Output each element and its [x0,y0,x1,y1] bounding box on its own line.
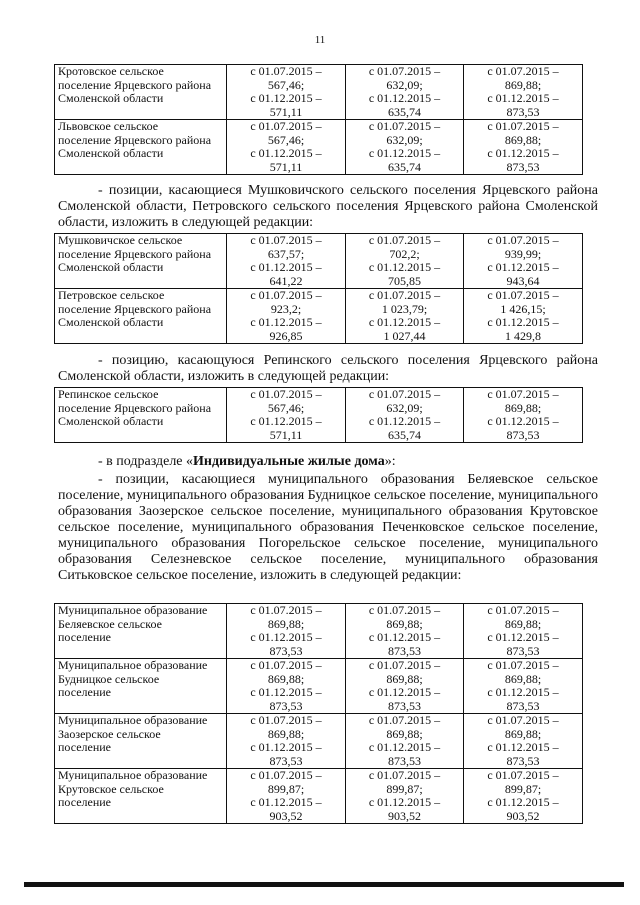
tariff-date: с 01.07.2015 – [368,768,441,782]
tariff-value: 869,88; [386,671,423,686]
table-row [55,120,583,175]
tariff-value: 869,88; [504,726,542,741]
tariff-date: с 01.07.2015 – [250,768,322,782]
tariff-cell [227,388,346,443]
tariff-value: 869,88; [504,671,542,686]
tariff-table-3 [54,387,583,443]
table-row [55,604,583,659]
tariff-date: с 01.07.2015 – [368,387,441,401]
settlement-name-line: Петровское сельское [58,288,165,302]
tariff-cell [227,289,346,344]
settlement-name-line: Репинское сельское [58,387,159,401]
tariff-value: 571,11 [269,104,303,119]
tariff-value: 873,53 [269,643,303,658]
tariff-cell [227,769,346,824]
tariff-date: с 01.12.2015 – [368,740,441,754]
tariff-value: 637,57; [267,246,305,261]
table-row [55,659,583,714]
settlement-name-line: Смоленской области [58,315,164,329]
tariff-value: 635,74 [388,427,421,442]
tariff-date: с 01.07.2015 – [250,658,322,672]
tariff-date: с 01.07.2015 – [368,288,441,302]
settlement-name-line: Мушковичское сельское [58,233,183,247]
tariff-value: 903,52 [388,808,421,823]
tariff-date: с 01.07.2015 – [368,233,441,247]
subsection-title: Индивидуальные жилые дома [193,454,385,469]
tariff-cell [346,388,464,443]
tariff-value: 567,46; [267,400,305,415]
tariff-value: 869,88; [504,132,542,147]
tariff-value: 939,99; [504,246,542,261]
tariff-cell [346,234,464,289]
tariff-date: с 01.07.2015 – [250,603,322,617]
tariff-date: с 01.07.2015 – [250,119,322,133]
settlement-name-cell [55,289,227,344]
settlement-name-line: поселение Ярцевского района [58,77,212,92]
tariff-value: 873,53 [388,753,421,768]
tariff-table-1 [54,64,583,175]
tariff-date: с 01.07.2015 – [368,603,441,617]
tariff-value: 873,53 [506,427,540,442]
tariff-date: с 01.12.2015 – [250,740,322,754]
settlement-name-line: Муниципальное образование [58,603,208,617]
tariff-value: 926,85 [269,328,303,343]
tariff-date: с 01.12.2015 – [368,315,441,329]
settlement-name-line: Будницкое сельское [58,671,160,686]
settlement-name-line: поселение [58,630,112,644]
settlement-name-line: Муниципальное образование [58,658,208,672]
settlement-name-line: Муниципальное образование [58,768,208,782]
tariff-date: с 01.12.2015 – [368,795,441,809]
tariff-value: 869,88; [386,726,423,741]
tariff-cell [464,714,583,769]
tariff-date: с 01.07.2015 – [487,387,559,401]
tariff-date: с 01.12.2015 – [487,146,559,160]
tariff-date: с 01.07.2015 – [487,288,559,302]
tariff-value: 943,64 [506,273,540,288]
tariff-value: 632,09; [386,400,423,415]
table-row [55,388,583,443]
paragraph-repino: - позицию, касающуюся Репинского сельского поселения Ярцевского района Смоленской области, изложить в следующей редакции: [58,353,598,384]
paragraph-subsection [98,454,598,470]
tariff-value: 632,09; [386,132,423,147]
settlement-name-line: поселение Ярцевского района [58,132,212,147]
tariff-cell [464,604,583,659]
tariff-date: с 01.12.2015 – [368,260,441,274]
settlement-name-line: Смоленской области [58,414,164,428]
tariff-date: с 01.12.2015 – [250,685,322,699]
tariff-value: 869,88; [504,400,542,415]
tariff-cell [346,120,464,175]
tariff-value: 705,85 [388,273,421,288]
tariff-value: 873,53 [269,753,303,768]
tariff-date: с 01.12.2015 – [487,795,559,809]
tariff-cell [227,659,346,714]
tariff-cell [227,65,346,120]
tariff-value: 873,53 [506,104,540,119]
tariff-date: с 01.12.2015 – [250,795,322,809]
tariff-date: с 01.07.2015 – [487,64,559,78]
subsection-suffix: »: [384,454,396,469]
settlement-name-line: поселение Ярцевского района [58,246,212,261]
tariff-value: 923,2; [270,301,302,316]
table-row [55,234,583,289]
tariff-value: 873,53 [506,159,540,174]
tariff-date: с 01.12.2015 – [250,315,322,329]
tariff-date: с 01.07.2015 – [487,233,559,247]
tariff-value: 869,88; [504,77,542,92]
settlement-name-line: поселение Ярцевского района [58,400,212,415]
tariff-value: 1 027,44 [383,328,426,343]
tariff-value: 869,88; [267,671,305,686]
tariff-value: 567,46; [267,77,305,92]
tariff-cell [227,120,346,175]
tariff-date: с 01.07.2015 – [487,658,559,672]
tariff-cell [346,604,464,659]
tariff-date: с 01.07.2015 – [368,64,441,78]
tariff-date: с 01.12.2015 – [487,315,559,329]
settlement-name-line: Львовское сельское [58,119,159,133]
settlement-name-line: Смоленской области [58,91,164,105]
tariff-cell [464,769,583,824]
tariff-date: с 01.07.2015 – [487,119,559,133]
settlement-name-line: поселение [58,685,112,699]
tariff-date: с 01.12.2015 – [487,685,559,699]
tariff-date: с 01.07.2015 – [487,603,559,617]
table-row [55,65,583,120]
bottom-rule [24,882,624,887]
settlement-name-line: поселение [58,740,112,754]
tariff-value: 873,53 [506,698,540,713]
tariff-cell [346,714,464,769]
tariff-value: 869,88; [267,726,305,741]
tariff-value: 869,88; [267,616,305,631]
settlement-name-line: Смоленской области [58,260,164,274]
tariff-date: с 01.07.2015 – [368,713,441,727]
settlement-name-line: Смоленской области [58,146,164,160]
settlement-name-cell [55,604,227,659]
tariff-date: с 01.12.2015 – [368,414,441,428]
settlement-name-cell [55,234,227,289]
tariff-cell [227,604,346,659]
tariff-value: 873,53 [388,643,421,658]
tariff-cell [346,289,464,344]
tariff-date: с 01.12.2015 – [368,685,441,699]
tariff-cell [464,120,583,175]
tariff-date: с 01.12.2015 – [250,630,322,644]
tariff-value: 1 023,79; [381,301,428,316]
tariff-date: с 01.12.2015 – [487,630,559,644]
tariff-date: с 01.12.2015 – [250,260,322,274]
tariff-date: с 01.07.2015 – [368,119,441,133]
tariff-date: с 01.12.2015 – [487,91,559,105]
tariff-date: с 01.07.2015 – [250,64,322,78]
settlement-name-cell [55,714,227,769]
settlement-name-line: поселение Ярцевского района [58,301,212,316]
tariff-date: с 01.07.2015 – [487,713,559,727]
tariff-cell [227,234,346,289]
tariff-value: 899,87; [504,781,542,796]
tariff-date: с 01.12.2015 – [487,740,559,754]
tariff-value: 869,88; [386,616,423,631]
page-number: 11 [314,34,326,46]
settlement-name-cell [55,120,227,175]
table-row [55,289,583,344]
tariff-date: с 01.07.2015 – [250,288,322,302]
settlement-name-cell [55,65,227,120]
settlement-name-cell [55,659,227,714]
tariff-value: 702,2; [389,246,420,261]
tariff-value: 571,11 [269,159,303,174]
tariff-date: с 01.07.2015 – [250,387,322,401]
tariff-table-2 [54,233,583,344]
tariff-value: 571,11 [269,427,303,442]
tariff-value: 873,53 [506,643,540,658]
tariff-date: с 01.07.2015 – [250,713,322,727]
paragraph-mushkovichi-petrovskoe: - позиции, касающиеся Мушковичского сельского поселения Ярцевского района Смоленской области, Петровского сельского поселения Ярцевского района Смоленской области, изложить в следующей редакции: [58,183,598,230]
settlement-name-line: поселение [58,795,112,809]
tariff-date: с 01.07.2015 – [368,658,441,672]
tariff-value: 873,53 [506,753,540,768]
tariff-cell [346,659,464,714]
settlement-name-line: Беляевское сельское [58,616,162,631]
settlement-name-line: Кротовское сельское [58,64,164,78]
paragraph-municipal-entities: - позиции, касающиеся муниципального образования Беляевское сельское поселение, муниципального образования Будницкое сельское поселение, муниципального образования Заозерское сельское поселение, муниципального образования Крутовское сельское поселение, муниципального образования Печенковское сельское поселение, муниципального образования Погорельское сельское поселение, муниципального образования Селезневское сельское поселение, муниципального образования Ситьковское сельское поселение, изложить в следующей редакции: [58,472,598,583]
tariff-value: 1 429,8 [505,328,541,343]
tariff-date: с 01.12.2015 – [368,630,441,644]
tariff-date: с 01.07.2015 – [487,768,559,782]
settlement-name-cell [55,769,227,824]
tariff-value: 873,53 [269,698,303,713]
settlement-name-line: Заозерское сельское [58,726,161,741]
tariff-value: 899,87; [267,781,305,796]
settlement-name-line: Крутовское сельское [58,781,164,796]
tariff-date: с 01.12.2015 – [250,414,322,428]
tariff-cell [464,65,583,120]
tariff-cell [346,65,464,120]
subsection-prefix: - в подразделе « [98,454,194,469]
tariff-cell [464,388,583,443]
tariff-table-4 [54,603,583,824]
tariff-cell [464,234,583,289]
table-row [55,714,583,769]
tariff-date: с 01.07.2015 – [250,233,322,247]
tariff-value: 899,87; [386,781,423,796]
tariff-value: 903,52 [506,808,540,823]
settlement-name-line: Муниципальное образование [58,713,208,727]
tariff-date: с 01.12.2015 – [368,146,441,160]
tariff-cell [346,769,464,824]
tariff-date: с 01.12.2015 – [250,146,322,160]
tariff-value: 869,88; [504,616,542,631]
tariff-value: 641,22 [269,273,303,288]
tariff-cell [227,714,346,769]
tariff-value: 1 426,15; [500,301,546,316]
tariff-date: с 01.12.2015 – [487,414,559,428]
tariff-cell [464,659,583,714]
tariff-value: 873,53 [388,698,421,713]
settlement-name-cell [55,388,227,443]
tariff-cell [464,289,583,344]
tariff-value: 903,52 [269,808,303,823]
tariff-value: 632,09; [386,77,423,92]
tariff-date: с 01.12.2015 – [250,91,322,105]
tariff-value: 567,46; [267,132,305,147]
tariff-date: с 01.12.2015 – [368,91,441,105]
tariff-value: 635,74 [388,159,421,174]
tariff-value: 635,74 [388,104,421,119]
table-row [55,769,583,824]
tariff-date: с 01.12.2015 – [487,260,559,274]
